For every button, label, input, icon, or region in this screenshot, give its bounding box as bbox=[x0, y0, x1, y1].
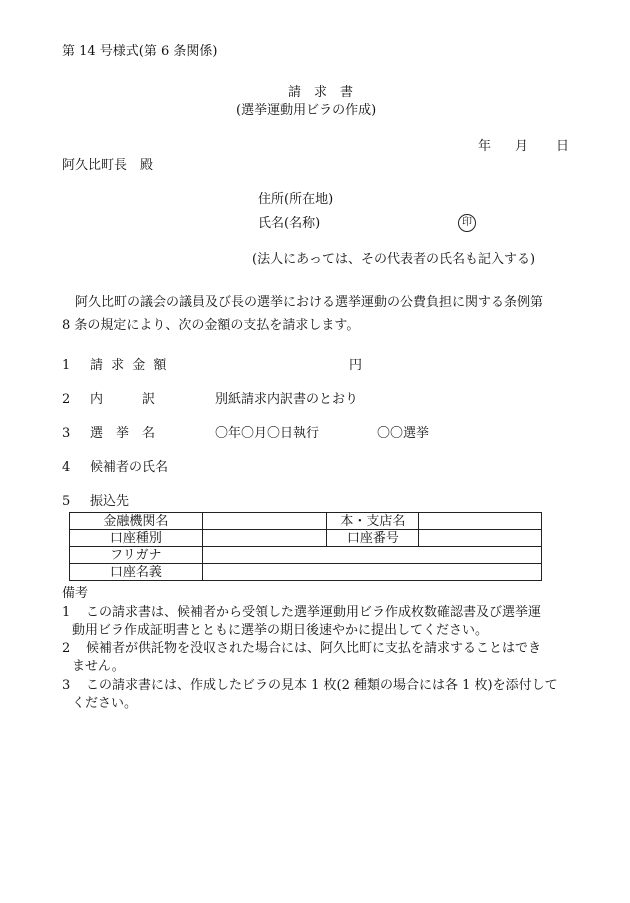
document-title: 請 求 書 bbox=[288, 85, 354, 100]
account-holder-label: 口座名義 bbox=[70, 564, 203, 581]
applicant-note: (法人にあっては、その代表者の氏名も記入する) bbox=[252, 252, 536, 267]
item-1-label: 請 求 金 額 bbox=[90, 358, 169, 373]
branch-label: 本・支店名 bbox=[327, 513, 419, 530]
item-1-unit: 円 bbox=[349, 358, 363, 373]
date-year: 年 bbox=[478, 139, 492, 154]
account-holder-field[interactable] bbox=[202, 564, 541, 581]
account-number-label: 口座番号 bbox=[327, 530, 419, 547]
date-month: 月 bbox=[515, 139, 529, 154]
item-4-label: 候補者の氏名 bbox=[90, 460, 169, 475]
table-row bbox=[70, 530, 542, 547]
account-number-field[interactable] bbox=[419, 530, 542, 547]
remark-2-number: 2 bbox=[62, 641, 71, 656]
item-3-label: 選 挙 名 bbox=[90, 426, 156, 441]
furigana-label: フリガナ bbox=[70, 547, 203, 564]
account-type-label: 口座種別 bbox=[70, 530, 203, 547]
item-3-value2: 〇〇選挙 bbox=[377, 426, 430, 441]
date-day: 日 bbox=[556, 139, 570, 154]
item-3-value: 〇年〇月〇日執行 bbox=[215, 426, 320, 441]
addressee: 阿久比町長 殿 bbox=[62, 158, 154, 173]
remark-1-line2: 動用ビラ作成証明書とともに選挙の期日後速やかに提出してください。 bbox=[72, 623, 489, 638]
seal-mark: 印 bbox=[458, 214, 476, 232]
remark-2-line1: 候補者が供託物を没収された場合には、阿久比町に支払を請求することはでき bbox=[86, 641, 542, 656]
remarks-heading: 備考 bbox=[62, 586, 89, 601]
bank-label: 金融機関名 bbox=[70, 513, 203, 530]
remark-2-line2: ません。 bbox=[72, 659, 125, 674]
account-type-field[interactable] bbox=[202, 530, 327, 547]
item-2-label: 内 訳 bbox=[90, 392, 156, 407]
item-2-value: 別紙請求内訳書のとおり bbox=[215, 392, 359, 407]
item-3-number: 3 bbox=[62, 426, 71, 441]
body-text-line2: 8 条の規定により、次の金額の支払を請求します。 bbox=[62, 318, 360, 333]
table-row bbox=[70, 513, 542, 530]
remark-1-line1: この請求書は、候補者から受領した選挙運動用ビラ作成枚数確認書及び選挙運 bbox=[86, 605, 542, 620]
form-number: 第 14 号様式(第 6 条関係) bbox=[62, 44, 218, 59]
table-row bbox=[70, 547, 542, 564]
address-label: 住所(所在地) bbox=[258, 192, 334, 207]
remark-3-line1: この請求書には、作成したビラの見本 1 枚(2 種類の場合には各 1 枚)を添付して bbox=[86, 678, 558, 693]
remark-1-number: 1 bbox=[62, 605, 71, 620]
branch-field[interactable] bbox=[419, 513, 542, 530]
remark-3-number: 3 bbox=[62, 678, 71, 693]
furigana-field[interactable] bbox=[202, 547, 541, 564]
bank-field[interactable] bbox=[202, 513, 327, 530]
remark-3-line2: ください。 bbox=[72, 696, 138, 711]
document-subtitle: (選挙運動用ビラの作成) bbox=[236, 103, 377, 118]
item-1-number: 1 bbox=[62, 358, 71, 373]
item-4-number: 4 bbox=[62, 460, 71, 475]
body-text-line1: 阿久比町の議会の議員及び長の選挙における選挙運動の公費負担に関する条例第 bbox=[62, 295, 544, 310]
table-row bbox=[70, 564, 542, 581]
transfer-table bbox=[69, 512, 542, 581]
name-label: 氏名(名称) bbox=[258, 216, 321, 231]
item-5-label: 振込先 bbox=[90, 494, 130, 509]
item-2-number: 2 bbox=[62, 392, 71, 407]
item-5-number: 5 bbox=[62, 494, 71, 509]
